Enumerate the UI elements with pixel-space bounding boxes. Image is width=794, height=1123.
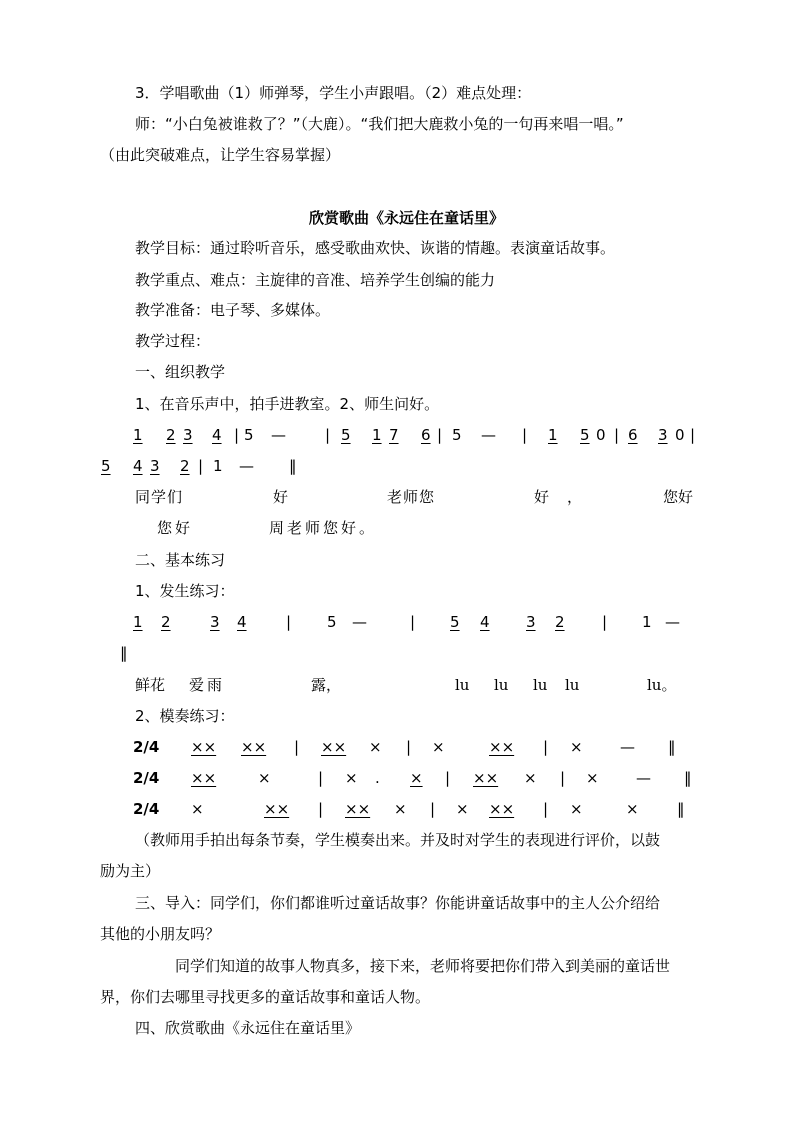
note: 7 xyxy=(389,426,399,444)
lyric: 爱雨 xyxy=(189,676,226,694)
rhythm-cell: ×× xyxy=(321,738,347,756)
rhythm-cell: × xyxy=(626,800,639,818)
rhythm-cell: × xyxy=(258,769,271,787)
rhythm-cell: × xyxy=(570,800,583,818)
section3-line-a: 三、导入：同学们，你们都谁听过童话故事？你能讲童话故事中的主人公介绍给 xyxy=(135,894,661,912)
note: 3 xyxy=(526,613,536,631)
note: 3 xyxy=(183,426,193,444)
rhythm-cell: ×× xyxy=(489,738,515,756)
lyric: lu xyxy=(455,676,470,694)
rhythm-cell: ×× xyxy=(489,800,515,818)
barline: | xyxy=(522,426,528,444)
note: 5 xyxy=(327,613,337,631)
barline: | xyxy=(560,769,566,787)
lyric: 露， xyxy=(311,676,342,694)
note: 0 xyxy=(675,426,685,444)
note: 4 xyxy=(212,426,222,444)
note: 5 xyxy=(580,426,590,444)
note: 1 xyxy=(642,613,652,631)
rhythm-cell: ×× xyxy=(241,738,267,756)
goals-text: 教学目标：通过聆听音乐，感受歌曲欢快、诙谐的情趣。表演童话故事。 xyxy=(135,239,616,257)
section3-line-b: 其他的小朋友吗？ xyxy=(100,925,221,943)
dash: — xyxy=(239,457,254,475)
lyric: 周老师您好。 xyxy=(269,519,378,537)
lyric: lu xyxy=(533,676,548,694)
barline: | xyxy=(602,613,608,631)
rhythm-cell: × xyxy=(410,769,423,787)
note: 5 xyxy=(244,426,254,444)
barline: | xyxy=(234,426,240,444)
dash: — xyxy=(620,738,635,756)
final-barline: ‖ xyxy=(677,800,685,818)
rhythm-cell: × xyxy=(345,769,358,787)
note: 5 xyxy=(452,426,462,444)
barline: | xyxy=(437,426,443,444)
rhythm-note-b: 励为主） xyxy=(100,862,161,880)
lyric: 同学们 xyxy=(135,488,184,506)
lyric: ， xyxy=(567,488,583,506)
note: 6 xyxy=(628,426,638,444)
note: 3 xyxy=(658,426,668,444)
section2-heading: 二、基本练习 xyxy=(135,551,226,569)
prep-text: 教学准备：电子琴、多媒体。 xyxy=(135,301,331,319)
time-signature: 2/4 xyxy=(133,800,160,818)
rhythm-cell: ×× xyxy=(264,800,290,818)
teacher-line: 师：“小白兔被谁救了？”（大鹿）。“我们把大鹿救小兔的一句再来唱一唱。” xyxy=(135,115,624,133)
barline: | xyxy=(318,769,324,787)
section2-sub1: 1、发生练习： xyxy=(135,582,235,600)
note: 1 xyxy=(372,426,382,444)
dot: . xyxy=(375,769,380,787)
note: 2 xyxy=(180,457,190,475)
rhythm-cell: ×× xyxy=(345,800,371,818)
note: 2 xyxy=(555,613,565,631)
barline: | xyxy=(445,769,451,787)
rhythm-cell: × xyxy=(191,800,204,818)
section1-line: 1、在音乐声中，拍手进教室。2、师生问好。 xyxy=(135,395,440,413)
final-barline: ‖ xyxy=(289,457,297,475)
note: 0 xyxy=(596,426,606,444)
time-signature: 2/4 xyxy=(133,769,160,787)
key-points-text: 教学重点、难点：主旋律的音准、培养学生创编的能力 xyxy=(135,271,496,289)
note: 1 xyxy=(133,613,143,631)
dash: — xyxy=(636,769,651,787)
dash: — xyxy=(352,613,367,631)
barline: | xyxy=(543,800,549,818)
barline: | xyxy=(690,426,696,444)
process-text: 教学过程： xyxy=(135,332,211,350)
note: 2 xyxy=(161,613,171,631)
rhythm-cell: ×× xyxy=(473,769,499,787)
lyric: 您好 xyxy=(663,488,694,506)
barline: | xyxy=(406,738,412,756)
barline: | xyxy=(198,457,204,475)
note: 3 xyxy=(150,457,160,475)
rhythm-cell: × xyxy=(570,738,583,756)
step3-text: 3．学唱歌曲（1）师弹琴，学生小声跟唱。（2）难点处理： xyxy=(135,84,532,102)
rhythm-note-a: （教师用手拍出每条节奏，学生模奏出来。并及时对学生的表现进行评价，以鼓 xyxy=(135,831,661,849)
note: 4 xyxy=(237,613,247,631)
note: 1 xyxy=(548,426,558,444)
time-signature: 2/4 xyxy=(133,738,160,756)
barline: | xyxy=(318,800,324,818)
rhythm-cell: × xyxy=(524,769,537,787)
rhythm-cell: × xyxy=(394,800,407,818)
barline: | xyxy=(543,738,549,756)
section3-line-d: 界，你们去哪里寻找更多的童话故事和童话人物。 xyxy=(100,988,431,1006)
barline: | xyxy=(430,800,436,818)
lyric: 好 xyxy=(534,488,550,506)
dash: — xyxy=(481,426,496,444)
lyric: 鲜花 xyxy=(135,676,166,694)
lyric: lu。 xyxy=(647,676,677,694)
page-title: 欣赏歌曲《永远住在童话里》 xyxy=(309,209,505,227)
barline: | xyxy=(294,738,300,756)
lyric: 好 xyxy=(273,488,289,506)
final-barline: ‖ xyxy=(120,644,128,662)
barline: | xyxy=(614,426,620,444)
barline: | xyxy=(325,426,331,444)
dash: — xyxy=(665,613,680,631)
lyric: 您好 xyxy=(157,519,194,537)
note: 4 xyxy=(480,613,490,631)
rhythm-cell: ×× xyxy=(191,769,217,787)
rhythm-cell: × xyxy=(456,800,469,818)
lyric: lu xyxy=(494,676,509,694)
section4-heading: 四、欣赏歌曲《永远住在童话里》 xyxy=(135,1019,361,1037)
note: 1 xyxy=(213,457,223,475)
rhythm-cell: × xyxy=(369,738,382,756)
section1-heading: 一、组织教学 xyxy=(135,363,226,381)
note: 6 xyxy=(421,426,431,444)
rhythm-cell: × xyxy=(432,738,445,756)
note: 5 xyxy=(101,457,111,475)
section3-line-c: 同学们知道的故事人物真多，接下来，老师将要把你们带入到美丽的童话世 xyxy=(175,957,671,975)
note: 2 xyxy=(166,426,176,444)
note: 5 xyxy=(450,613,460,631)
lyric: 老师您 xyxy=(387,488,436,506)
barline: | xyxy=(286,613,292,631)
note: 4 xyxy=(133,457,143,475)
rhythm-cell: × xyxy=(586,769,599,787)
barline: | xyxy=(410,613,416,631)
note: 1 xyxy=(133,426,143,444)
rhythm-cell: ×× xyxy=(191,738,217,756)
section2-sub2: 2、模奏练习： xyxy=(135,707,235,725)
dash: — xyxy=(271,426,286,444)
note-text: （由此突破难点，让学生容易掌握） xyxy=(100,146,341,164)
final-barline: ‖ xyxy=(684,769,692,787)
note: 5 xyxy=(341,426,351,444)
lyric: lu xyxy=(565,676,580,694)
final-barline: ‖ xyxy=(668,738,676,756)
note: 3 xyxy=(210,613,220,631)
